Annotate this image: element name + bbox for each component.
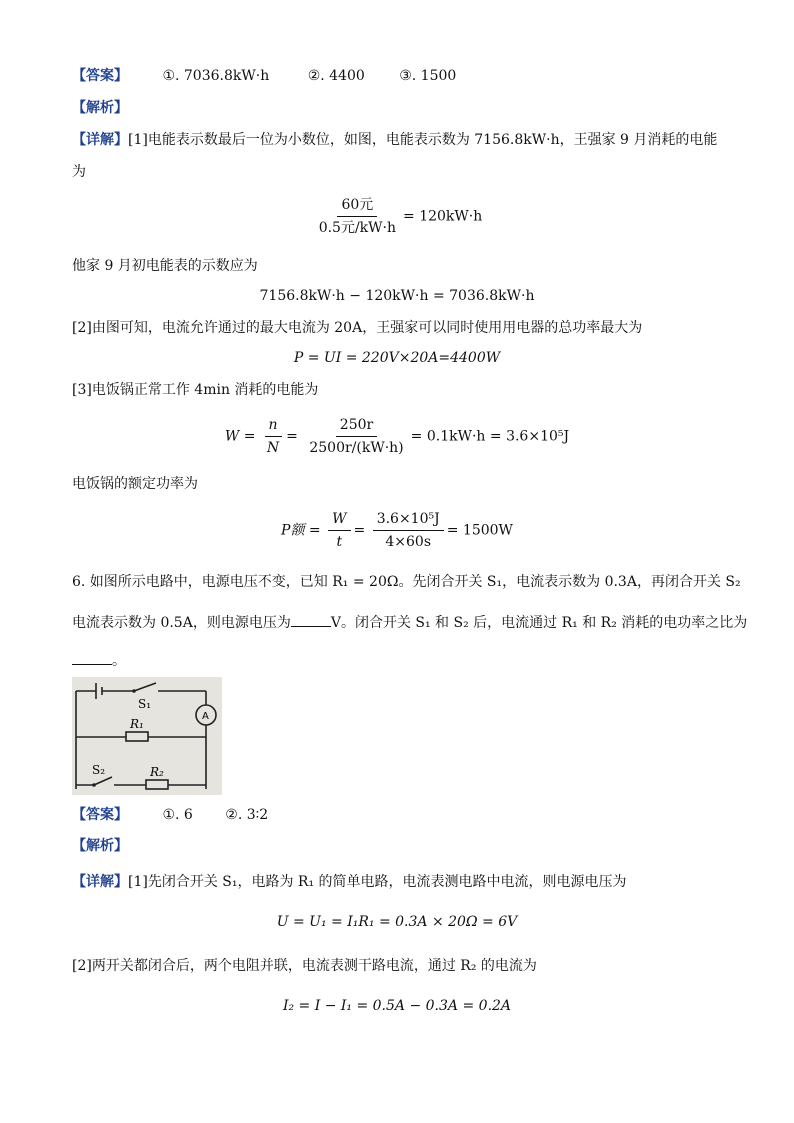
- analysis-tag: 【解析】: [72, 100, 128, 116]
- analysis-tag: 【解析】: [72, 838, 128, 854]
- circuit-diagram: [72, 677, 222, 795]
- numerator: 3.6×10⁵J: [373, 510, 444, 531]
- q6-detail-p2: [2]两开关都闭合后，两个电阻并联，电流表测干路电流，通过 R₂ 的电流为: [72, 958, 537, 974]
- equation-lhs: W =: [224, 428, 256, 445]
- label-s2: S₂: [92, 763, 106, 777]
- stem-text: 电流表示数为 0.5A，则电源电压为: [72, 615, 291, 631]
- detail-text: [1]先闭合开关 S₁，电路为 R₁ 的简单电路，电流表测电路中电流，则电源电压为: [128, 874, 627, 890]
- equation-rhs: = 1500W: [446, 522, 513, 539]
- label-s1: S₁: [138, 697, 152, 711]
- detail-text: [1]电能表示数最后一位为小数位，如图，电能表示数为 7156.8kW·h，王强家 9 月消耗的电能: [128, 132, 718, 148]
- switch-s2-blade: [94, 777, 112, 785]
- q5-detail-p3: [2]由图可知，电流允许通过的最大电流为 20A，王强家可以同时使用用电器的总功率最大为: [72, 320, 643, 336]
- q5-detail-p1: [72, 130, 717, 150]
- answer-blank: [72, 650, 112, 665]
- fraction: [373, 510, 444, 551]
- answer-2: ②. 3∶2: [225, 807, 269, 823]
- denominator: 4×60s: [385, 534, 432, 550]
- q5-detail-p1b: 为: [72, 164, 86, 180]
- denominator: N: [266, 440, 280, 456]
- denominator: t: [336, 534, 343, 550]
- switch-s2-pivot: [92, 783, 96, 787]
- answer-3: ③. 1500: [399, 68, 457, 84]
- q5-detail-p4: [3]电饭锅正常工作 4min 消耗的电能为: [72, 382, 319, 398]
- label-ammeter: A: [202, 711, 209, 722]
- numerator: 250r: [336, 416, 377, 437]
- q5-detail-p2: 他家 9 月初电能表的示数应为: [72, 258, 258, 274]
- answer-blank: [291, 612, 331, 627]
- q6-equation-1: U = U₁ = I₁R₁ = 0.3A × 20Ω = 6V: [276, 914, 518, 930]
- switch-s1-blade: [134, 683, 156, 691]
- answer-tag: 【答案】: [72, 807, 128, 823]
- label-r1: R₁: [130, 717, 144, 731]
- switch-s1-pivot: [132, 689, 136, 693]
- q6-answer-line: [72, 805, 268, 825]
- detail-tag: 【详解】: [72, 132, 128, 148]
- q5-equation-1: [0, 196, 794, 237]
- equation-rhs: = 120kW·h: [403, 208, 483, 225]
- circuit-svg: [72, 677, 222, 795]
- denominator: 0.5元/kW·h: [318, 220, 397, 236]
- equation-lhs: P额 =: [281, 522, 321, 539]
- fraction: [328, 510, 350, 551]
- q6-equation-2: I₂ = I − I₁ = 0.5A − 0.3A = 0.2A: [282, 998, 512, 1014]
- q5-equation-3: P = UI = 220V×20A=4400W: [293, 350, 501, 366]
- answer-tag: 【答案】: [72, 68, 128, 84]
- q6-stem-line-1: 6. 如图所示电路中，电源电压不变，已知 R₁ = 20Ω。先闭合开关 S₁，电流表示数为 0.3A，再闭合开关 S₂: [72, 574, 741, 590]
- numerator: 60元: [337, 196, 377, 217]
- numerator: n: [265, 416, 282, 437]
- q6-detail-p1: [72, 872, 627, 892]
- resistor-r2: [146, 780, 168, 789]
- resistor-r1: [126, 732, 148, 741]
- q5-equation-5: P额 = $\frac{W}{t}$ = $\frac{\text{3.6×10⁵J}}{4\times 60s}$ = 1500W: [281, 511, 513, 550]
- denominator: 2500r/(kW·h): [309, 440, 404, 456]
- answer-2: ②. 4400: [307, 68, 365, 84]
- answer-1: ①. 7036.8kW·h: [162, 68, 270, 84]
- stem-text: V。闭合开关 S₁ 和 S₂ 后，电流通过 R₁ 和 R₂ 消耗的电功率之比为: [330, 615, 748, 631]
- q6-stem-line-2: [72, 612, 747, 633]
- q5-equation-2: 7156.8kW·h − 120kW·h = 7036.8kW·h: [259, 288, 535, 304]
- q6-stem-line-3: [72, 650, 126, 671]
- fraction: [263, 416, 283, 457]
- fraction: [315, 196, 400, 237]
- detail-tag: 【详解】: [72, 874, 128, 890]
- stem-text: 。: [112, 653, 126, 669]
- q5-detail-p5: 电饭锅的额定功率为: [72, 476, 198, 492]
- q5-equation-4: W = $\frac{n}{N}$ = $\frac{250r}{2500r/(kW\cdot h)}$ = 0.1kW·h = 3.6×10⁵J: [224, 417, 570, 456]
- answer-1: ①. 6: [162, 807, 193, 823]
- q5-answer-line: [72, 66, 456, 86]
- fraction: [305, 416, 407, 457]
- equation-rhs: = 0.1kW·h = 3.6×10⁵J: [410, 428, 570, 445]
- label-r2: R₂: [150, 765, 164, 779]
- numerator: W: [328, 510, 350, 531]
